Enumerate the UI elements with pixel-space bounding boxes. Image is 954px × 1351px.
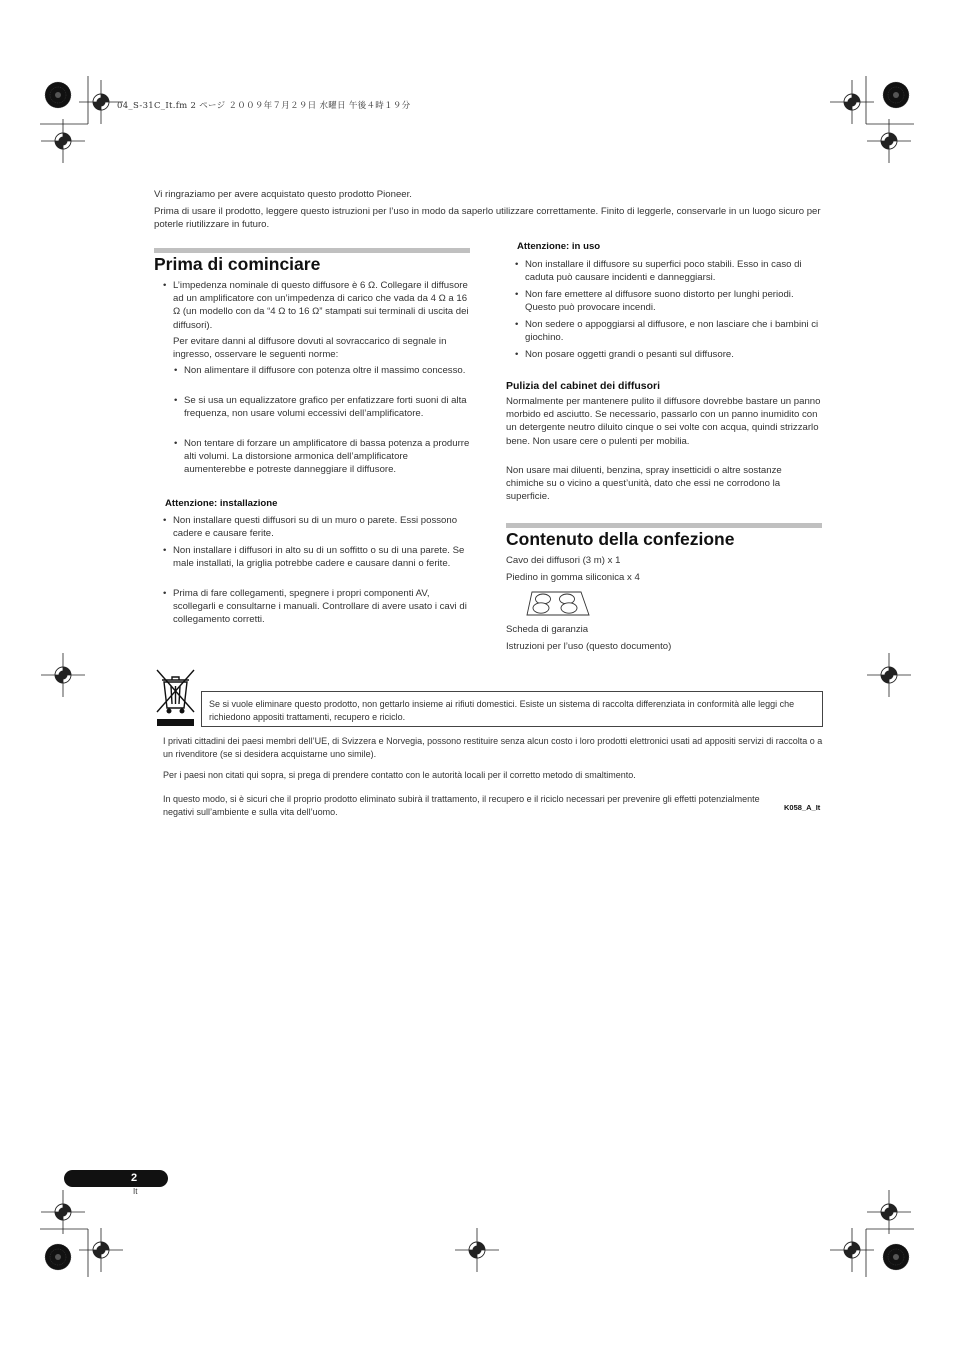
page-number: 2 (131, 1172, 138, 1184)
section-rule (154, 248, 470, 253)
intro-read-instructions: Prima di usare il prodotto, leggere questo istruzioni per l’uso in modo da saperlo utilizzare correttamente. Finito di leggerle, conservarle in un luogo sicuro per poterle riutilizzare in futuro. (154, 206, 821, 231)
weee-other-countries: Per i paesi non citati qui sopra, si prega di prendere contatto con le autorità locali per il corretto metodo di smaltimento. (163, 770, 636, 780)
impedance-note: Per evitare danni al diffusore dovuti al sovraccarico di segnale in ingresso, osservare le seguenti norme: (173, 336, 447, 361)
bullet-equalizer: • Se si usa un equalizzatore grafico per enfatizzare forti suoni di alta frequenza, non usare volumi eccessivi dell’amplificatore. (184, 394, 470, 420)
bullet-children: • Non sedere o appoggiarsi al diffusore, e non lasciare che i bambini ci giochino. (525, 318, 822, 344)
subheading-installazione: Attenzione: installazione (165, 498, 278, 509)
weee-notice-box (201, 691, 823, 727)
crossed-out-bin-icon (154, 668, 197, 728)
pulizia-paragraph-2: Non usare mai diluenti, benzina, spray insetticidi o altre sostanze chimiche su o vicino a quest’unità, dato che essi ne corrodono la superficie. (506, 465, 782, 503)
bullet-max-power: • Non alimentare il diffusore con potenza oltre il massimo concesso. (184, 364, 470, 377)
subheading-uso: Attenzione: in uso (517, 241, 601, 252)
subheading-pulizia: Pulizia del cabinet dei diffusori (506, 380, 661, 392)
item-rubber-feet: Piedino in gomma siliconica x 4 (506, 572, 640, 583)
item-speaker-cable: Cavo dei diffusori (3 m) x 1 (506, 555, 621, 566)
intro-thanks: Vi ringraziamo per avere acquistato questo prodotto Pioneer. (154, 189, 412, 200)
bullet-ceiling-install: • Non installare i diffusori in alto su di un soffitto o su di una parete. Se male installati, la griglia potrebbe cadere e causare danni o ferite. (173, 544, 470, 570)
item-manual: Istruzioni per l’uso (questo documento) (506, 641, 672, 652)
bullet-heavy-objects: • Non posare oggetti grandi o pesanti sul diffusore. (525, 348, 822, 361)
bullet-wall-install: • Non installare questi diffusori su di un muro o parete. Essi possono cadere e causare ferite. (173, 514, 470, 540)
weee-eu-citizens: I privati cittadini dei paesi membri dell’UE, di Svizzera e Norvegia, possono restituire senza alcun costo i loro prodotti elettronici usati ad appositi servizi di raccolta o a un rivenditore (se si desidera acquistarne uno simile). (163, 736, 823, 759)
document-code: K058_A_It (784, 803, 821, 812)
bullet-low-power-amp: • Non tentare di forzare un amplificatore di bassa potenza a produrre alti volumi. La distorsione armonica dell’amplificatore aumenterebbe e potreste danneggiare il diffusore. (184, 437, 470, 477)
bullet-impedance: • L’impedenza nominale di questo diffusore è 6 Ω. Collegare il diffusore ad un amplificatore con un’impedenza di carico che vada da 4 Ω a 16 Ω (un modello con da “4 Ω to 16 Ω” stampati sui terminali di uscita dei diffusori). (173, 279, 470, 332)
section-title-contenuto: Contenuto della confezione (506, 529, 735, 549)
weee-box-text: Se si vuole eliminare questo prodotto, non gettarlo insieme ai rifiuti domestici. Esiste un sistema di raccolta differenziata in conformità alle leggi che richiedono appositi trattamenti, recupero e riciclo. (209, 699, 795, 722)
page-number-tab (64, 1170, 168, 1187)
pulizia-paragraph-1: Normalmente per mantenere pulito il diffusore dovrebbe bastare un panno morbido ed asciutto. Se necessario, passarlo con un panno inumidito con un detergente neutro diluito cinque o sei volte con acqua, quindi strizzarlo bene. Non usare cere o pulenti per mobilia. (506, 396, 821, 447)
bullet-distorted-sound: • Non fare emettere al diffusore suono distorto per lunghi periodi. Questo può provocare incendi. (525, 288, 822, 314)
weee-environment: In questo modo, si è sicuri che il proprio prodotto eliminato subirà il trattamento, il recupero e il riciclo necessari per prevenire gli effetti potenzialmente negativi sull’ambiente e sulla vita dell’uomo. (163, 794, 760, 817)
rubber-feet-illustration (526, 590, 590, 617)
page-language: It (133, 1187, 138, 1196)
section-title-prima: Prima di cominciare (154, 254, 321, 274)
bullet-connections: • Prima di fare collegamenti, spegnere i propri componenti AV, scollegarli e consultarne i manuali. Controllare di avere usato i cavi di collegamento corretti. (173, 587, 470, 627)
file-info-header: 04_S-31C_It.fm 2 ページ ２００９年７月２９日 水曜日 午後４時１９分 (117, 101, 411, 111)
section-rule (506, 523, 822, 528)
item-warranty-card: Scheda di garanzia (506, 624, 589, 635)
bullet-unstable-surface: • Non installare il diffusore su superfici poco stabili. Esso in caso di caduta può causare incidenti e danneggiarsi. (525, 258, 822, 284)
